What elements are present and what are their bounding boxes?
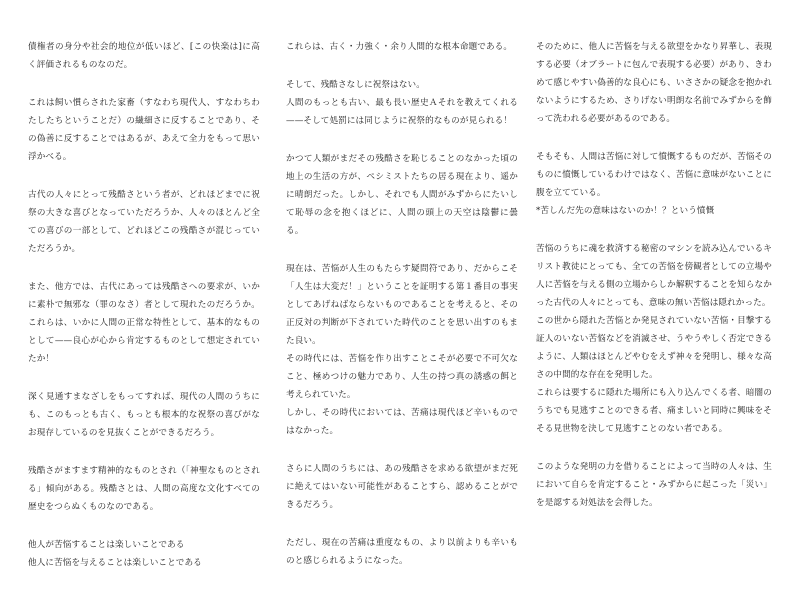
paragraph: 他人が苦悩することは楽しいことである 他人に苦悩を与えることは楽しいことである [28,540,202,568]
paragraph: 古代の人々にとって残酷さという者が、どれほどまでに祝祭の大きな喜びとなっていただろうか、人々のほとんど全ての喜びの一部として、どれほどこの残酷さが混じっていただろうか。 [28,190,260,254]
paragraph: 残酷さがますます精神的なものとされ（「神聖なものとされる」傾向がある。残酷さとは、人間の高度な文化すべての歴史をつらぬくものなのである。 [28,466,260,512]
paragraph: そのために、他人に苦悩を与える欲望をかなり昇華し、表現する必要（オブラートに包んで表現する必要）があり、きわめて感じやすい偽善的な良心にも、いささかの疑念を抱かれないようにするため、さりげない明朗な名前でみずからを飾って洗われる必要があるのである。 [536,42,772,124]
paragraph: これは飼い慣らされた家畜（すなわち現代人、すなわちわたしたちということだ）の繊細さに反することであり、その偽善に反することではあるが、あえて全力をもって思い浮かべる。 [28,98,260,162]
paragraph: ただし、現在の苦痛は重度なもの、より以前よりも辛いものと感じられるようになった。 [286,538,518,566]
text-column-middle [286,38,518,590]
paragraph: 深く見通すまなざしをもってすれば、現代の人間のうちにも、このもっとも古く、もっとも根本的な祝祭の喜びがなお現存しているのを見抜くことができるだろう。 [28,392,260,438]
text-column-right [536,38,772,532]
paragraph: そもそも、人間は苦悩に対して憤慨するものだが、苦悩そのものに憤慨しているわけではなく、苦悩に意味がないことに腹を立てている。 *苦しんだ先の意味はないのか！？という憤慨 [536,152,772,216]
paragraph: 債権者の身分や社会的地位が低いほど、[この快楽は]に高く評価されるものなのだ。 [28,42,260,70]
paragraph: これらは、古く・力強く・余り人間的な根本命題である。 [286,42,513,52]
paragraph: また、他方では、古代にあっては残酷さへの要求が、いかに素朴で無邪な（罪のなさ）者として現れたのだろうか。これらは、いかに人間の正常な特性として、基本的なものとして——良心が心から肯定するものとして想定されていたか！ [28,282,260,364]
paragraph: さらに人間のうちには、あの残酷さを求める欲望がまだ死に絶えてはいない可能性があることすら、認めることができるだろう。 [286,464,518,510]
text-column-left [28,38,260,592]
paragraph: そして、残酷さなしに祝祭はない。 人間のもっとも古い、最も長い歴史Ａそれを教えてくれる——そして処罰には同じように祝祭的なものが見られる！ [286,80,518,126]
paragraph: かつて人類がまだその残酷さを恥じることのなかった頃の地上の生活の方が、ペシミストたちの居る現在より、遥かに晴朗だった。しかし、それでも人間がみずからにたいして恥辱の念を抱くほどに、人間の頭上の天空は陰鬱に曇る。 [286,154,518,236]
paragraph: このような発明の力を借りることによって当時の人々は、生において自らを肯定すること・みずからに起こった「災い」を是認する対処法を会得した。 [536,462,772,508]
paragraph: 現在は、苦悩が人生のもたらす疑問符であり、だからこそ「人生は大変だ！」ということを証明する第１番目の事実としてあげねばならないものであることを考えると、その正反対の判断が下されていた時代のことを思い出すのもまた良い。 その時代には、苦悩を作り出すことこそが必要で不可欠なこと、極めつけの魅力であり、人生の持つ真の誘惑の餌と考えられていた。 しかし、その時代においては、苦痛は現代ほど辛いものではなかった。 [286,264,518,436]
paragraph: 苦悩のうちに魂を救済する秘密のマシンを読み込んでいるキリスト教徒にとっても、全ての苦悩を傍観者としての立場や人に苦悩を与える側の立場からしか解釈することを知らなかった古代の人々にとっても、意味の無い苦悩は隠れかった。 この世から隠れた苦悩とか発見されていない苦悩・目撃する証人のいない苦悩などを消滅させ、うやうやしく否定できるように、人類はほとんどやむをえず神々を発明し、様々な高さの中間的な存在を発明した。 これらは要するに隠れた場所にも入り込んでくる者、暗闇のうちでも見逃すことのできる者、痛ましいと同時に興味をそそる見世物を決して見逃すことのない者である。 [536,244,772,434]
